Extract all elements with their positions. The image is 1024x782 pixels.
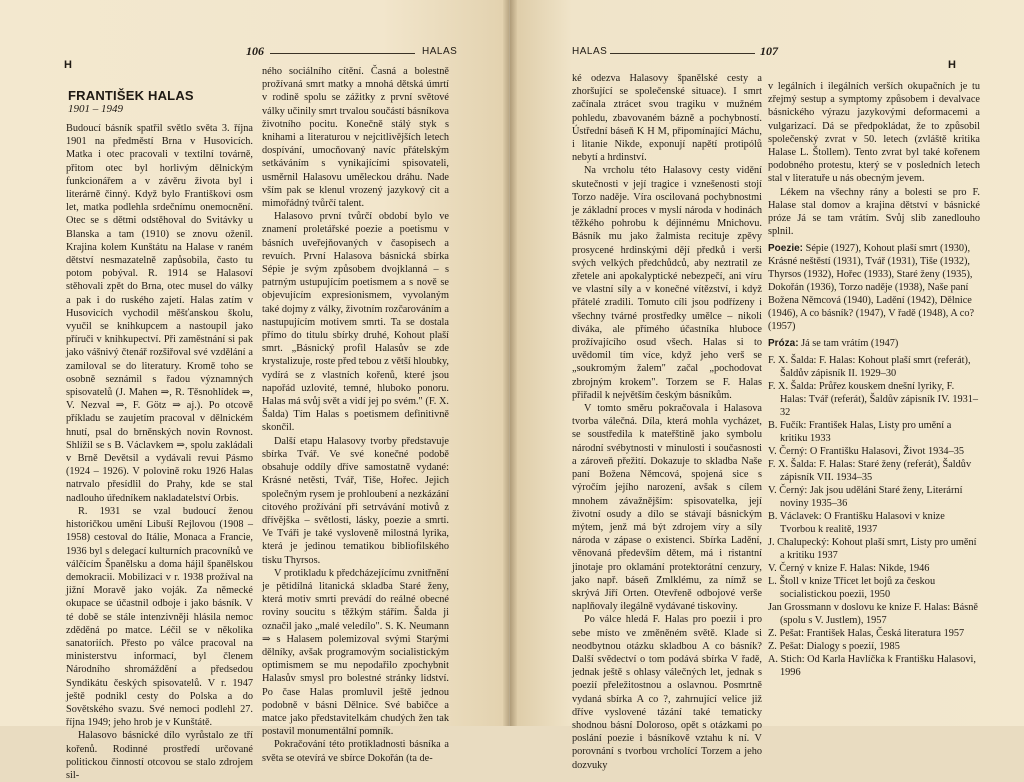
header-letter-right: H [948,59,956,71]
reference-item: A. Stich: Od Karla Havlíčka k Františku Halasovi, 1996 [768,654,976,678]
paragraph: Na vrcholu této Halasovy cesty vidění skutečnosti v její tragice i vznešenosti stojí Torzo naděje. Víra oscilovaná pochybnostmi je základní proces v myslí národa v hodinách těžkého pohrobu k déjinnému Mnichovu. Básník mu jako žalmista recituje zpěvy prosycené hrdinskými dějí předků i verši svých velkých předchůdců, aby neztratil ze zřetele ani apokalyptické nebezpečí, ani víru ve vlastní síly a v konečné vítězství, i když přátelé zradili. Tomuto cíli jsou podřízeny i všechny tvárné prostředky umělce – nikoli diváka, ale přímého účastníka hluboce prožívajícího osud všech. Halas si to uvědomil tím více, když jeho verš se „soukromým žalem" začal „pochodovat zbrojným krokem". Torzem se F. Halas přiřadil k největším českým básníkům. [572,165,762,401]
running-head-right: HALAS [572,46,608,57]
paragraph: R. 1931 se vzal budoucí ženou historičkou umění Libuší Rejlovou (1908 – 1958) cestoval do Itálie, Monaca a Francie, 1936 byl s delegací kulturních pracovníků ve válčícím Španělsku a doma hájil španělskou demokracii. Mobilizaci v r. 1938 prožíval na jižní Moravě jako voják. Za německé okupace se účastnil odboje i jako básník. V té době se stále intenzivněji hlásila nemoc zděděná po matce. Léčil se v několika sanatoriích. Přesto po válce pracoval na ministerstvu informací, byl členem Národního shromáždění a předsedou Syndikátu českých spisovatelů. V r. 1947 ještě podnikl cesty do Polska a do Sovětského svazu. Své nemoci podlehl 27. října 1949; jeho hrob je v Kunštátě. [66,505,253,729]
header-rule-right [610,53,755,54]
reference-item: B. Fučík: František Halas, Listy pro umění a kritiku 1933 [768,420,952,444]
page-number-left: 106 [246,44,264,58]
text-column-2 [262,65,449,764]
paragraph: ného sociálního cítění. Časná a bolestně prožívaná smrt matky a mnohá dětská úmrtí v rodině spolu se zážitky z první světové války učinily smrt trvalou součástí básníkova životního pocitu. Konečně stálý styk s knihami a literaturou v nejcitlivějších letech dospívání, umocňovaný navíc přátelským setkáváním s vynikajícími spisovateli, usměrnil Halasovu uměleckou dráhu. Nade vším pak se klenul vrozený jazykový cit a mimořádný tvůrčí talent. [262,66,449,210]
paragraph: Další etapu Halasovy tvorby představuje sbírka Tvář. Ve své konečné podobě obsahuje oddíly dříve samostatně vydané: Krásné netěsti, Tvář, Tiše, Hořec. Jejich společným rysem je prohloubení a nezkázání citového prožívání při setrvávání motivů z dřívějška – světlosti, lásky, poezie a smrti. Ve Tváři je také vysloveně milostná lyrika, která je jedinou tematikou bibliofilského tisku Thyrsos. [262,435,449,566]
header-rule-left [270,53,415,54]
reference-item: L. Štoll v knize Třicet let bojů za českou socialistickou poezii, 1950 [768,576,936,600]
poetry-works: Sépie (1927), Kohout plaší smrt (1930), Krásné neštěstí (1931), Tvář (1931), Tiše (1932), Thyrsos (1932), Hořec (1933), Staré ženy (1935), Dokořán (1936), Torzo naděje (1938), Naše paní Božena Němcová (1940), Ladění (1942), Dělnice (1946), A co básník? (1947), V řadě (1948), A co? (1957) [768,243,975,332]
reference-item: F. X. Šalda: Průřez kouskem dnešní lyriky, F. Halas: Tvář (referát), Šaldův zápisník IV. 1931–32 [768,381,979,418]
poetry-label: Poezie: [768,243,804,254]
prose-list [768,337,980,350]
header-letter-left: H [64,59,72,71]
reference-item: Jan Grossmann v doslovu ke knize F. Halas: Básně (spolu s V. Justlem), 1957 [768,602,978,626]
paragraph: v legálních i ilegálních verších okupačních je tu zřejmý sestup a symptomy způsobem i devalvace básnického výrazu jazykovými deformacemi a vulgarizací. Dá se předpokládat, že to způsobil společenský zvrat v 50. letech (zvláště kritika Halase L. Štollem). Tento zvrat byl také kořenem podobného protestu, který se v posledních letech stal v literatuře u nás obecným jevem. [768,81,980,185]
paragraph: Po válce hledá F. Halas pro poezii i pro sebe místo ve změněném světě. Klade si neodbytnou otázku skladbou A co básník? Další svědectví o tom podává sbírka V řadě, jednak ještě s ohlasy válečných let, jednak s poezií přeležitostnou a oslavnou. Posmrtně vydaná sbírka A co ?, zahrnující velice již dříve vyslovené tázání také tematicky shodnou básní Doloroso, opět s otázkami po poslání poezie i básníkově vztahu k ní. V porovnání s tvorbou vrcholící Torzem a jeho dozvuky [572,614,762,771]
paragraph: Halasovo první tvůrčí období bylo ve znamení proletářské poezie a poetismu v básních uveřejňovaných v časopisech a revuích. První Halasova básnická sbírka Sépie je svým způsobem dvojklanná – s patrným ustupujícím poetismem a s nově se objevujícím expresionismem, vyvolaným také dojmy z války, životním rozčarováním a nastupujícím motivem smrti. Ta se dostala přímo do titulu sbírky druhé, Kohout plaší smrt. „Básnický profil Halasův se zde krystalizuje, roste před tebou z větší hloubky, vydírá se z vlastních kořenů, které jsou napořád uzlovité, temné, hluboko ponoru. Halas má svůj svět a vidí jej po svém." (F. X. Šalda) Tím Halas s poetismem definitivně skončil. [262,211,449,434]
paragraph: Lékem na všechny rány a bolesti se pro F. Halase stal domov a krajina dětství v básnické próze Já se tam vrátím. Svůj slib zanedlouho splnil. [768,186,980,238]
left-page [0,0,509,781]
entry-title: FRANTIŠEK HALAS [68,88,194,103]
reference-item: B. Václavek: O Františku Halasovi v knize Tvorbou k realitě, 1937 [768,511,945,535]
prose-label: Próza: [768,338,799,349]
reference-item: V. Černý v knize F. Halas: Nikde, 1946 [768,563,930,574]
reference-item: F. X. Šalda: F. Halas: Kohout plaší smrt (referát), Šaldův zápisník II. 1929–30 [768,355,971,379]
paragraph: V protikladu k předcházejícímu zvnitřnění je pětidílná litanická skladba Staré ženy, která motiv smrti prevádí do reálné obecné roviny soucitu s těžkým stářím. Šalda ji označil jako „malé veledílo". S. K. Neumann ⇒ s Halasem polemizoval svými Starými dělníky, avšak programovým socialistickým optimismem se mu nepodařilo zpochybnit Halasův smysl pro bolestné stránky lidství. Po čase Halas promluvil ještě jednou podobně v básni Dělnice. Své babičce a matce jako představitelkám chudých žen tak postavil monumentální pomník. [262,567,449,738]
book-gutter [503,0,517,726]
text-column-4 [768,80,980,240]
prose-works: Já se tam vrátím (1947) [801,338,899,349]
reference-item: F. X. Šalda: F. Halas: Staré ženy (referát), Šaldův zápisník VII. 1934–35 [768,459,972,483]
reference-item: Z. Pešat: František Halas, Česká literatura 1957 [768,628,965,639]
poetry-list [768,242,980,333]
paragraph: Budoucí básník spatřil světlo světa 3. října 1901 na předměstí Brna v Husovicích. Matka i otec pracovali v textilní továrně, přitom otec byl horlivým dělnickým funkcionářem a v závěru života byl i literárně činný. Když bylo Františkovi osm let, matka podlehla srdečnímu onemocnění. Otec se s dětmi odstěhoval do Svitávky u Blanska a tam (1910) se znovu oženil. Krajina kolem Kunštátu na Halase v raném dětství nesmazatelně zapůsobila, často tu potom pobýval. R. 1914 se Halasoví stěhovali zpět do Brna, otec musel do války a pak i do ruského zajetí. Halas zatím v Husovicích vychodil měšťanskou školu, vyučil se knihkupcem a nastoupil jako příruči v knihkupectví. Při zaměstnání si pak jako vášnivý čtenář rozšiřoval své vzdělání a zamiloval se do literatury. Kromě toho se osobně seznámil s řadou významných spisovatelů (J. Mahen ⇒, R. Těsnohlídek ⇒, V. Nezval ⇒, F. Götz ⇒ aj.). Po otcově příkladu se zaujetím pracoval v dělnickém hnutí, psal do brněnských novin Rovnost. Shlížil se s B. Václavkem ⇒, spolu zakládali v Brně Devětsil a vydávali revui Pásmo (1924 – 1926). V polovině roku 1926 Halas natrvalo přesídlil do Prahy, kde se stal nadlouho úředníkem nakladatelství Orbis. [66,123,253,504]
page-number-right: 107 [760,44,778,58]
running-head-left: HALAS [422,46,458,57]
reference-item: Z. Pešat: Dialogy s poezií, 1985 [768,641,900,652]
paragraph: V tomto směru pokračovala i Halasova tvorba válečná. Díla, která mohla vycházet, se soustředila k mateřštině jako symbolu národní svébytnosti v minulosti i současnosti a zároveň přežití. Dokazuje to skladba Naše paní Božena Němcová, spojená sice s výročím jejího narození, avšak s cílem mnohem závažnějším: spisovatelka, její životní osudy a dílo se stávají básnickým mýtem, jenž má být zdrojem víry a síly národa v zápase o existenci. Sbírka Ladění, věnovaná především dětem, má i ristantní jinotaje pro oklamání protektorátní cenzury, jako např. báseň Zmlklému, za nímž se skrývá Jiří Orten. Otevřeně odbojové verše naplňovaly ilegálně vydávané tiskoviny. [572,403,762,613]
reference-item: J. Chalupecký: Kohout plaší smrt, Listy pro umění a kritiku 1937 [768,537,977,561]
bibliography-section [768,242,980,679]
paragraph: ké odezva Halasovy španělské cesty a zhoršující se společenské situace). I smrt začínala ztrácet svou tragiku v mužném pohledu, zbavovaném bázně a pochybností. Ústřední báseň K H M, připomínající Máchu, i litanie Nikde, exponují napětí protipólů nebytí a hrdinství. [572,73,762,164]
entry-dates: 1901 – 1949 [68,103,123,115]
paragraph: Pokračování této protikladnosti básníka a světa se otevírá ve sbírce Dokořán (ta de- [262,739,449,764]
references-list [768,354,980,679]
text-column-1 [66,122,253,781]
reference-item: V. Černý: O Františku Halasovi, Život 1934–35 [768,446,965,457]
text-column-3 [572,72,762,771]
paragraph: Halasovo básnické dílo vyrůstalo ze tří kořenů. Rodinné prostředí určované politickou činností otcovou se stalo zdrojem sil- [66,730,253,781]
reference-item: V. Černý: Jak jsou uděláni Staré ženy, Literární noviny 1935–36 [768,485,963,509]
